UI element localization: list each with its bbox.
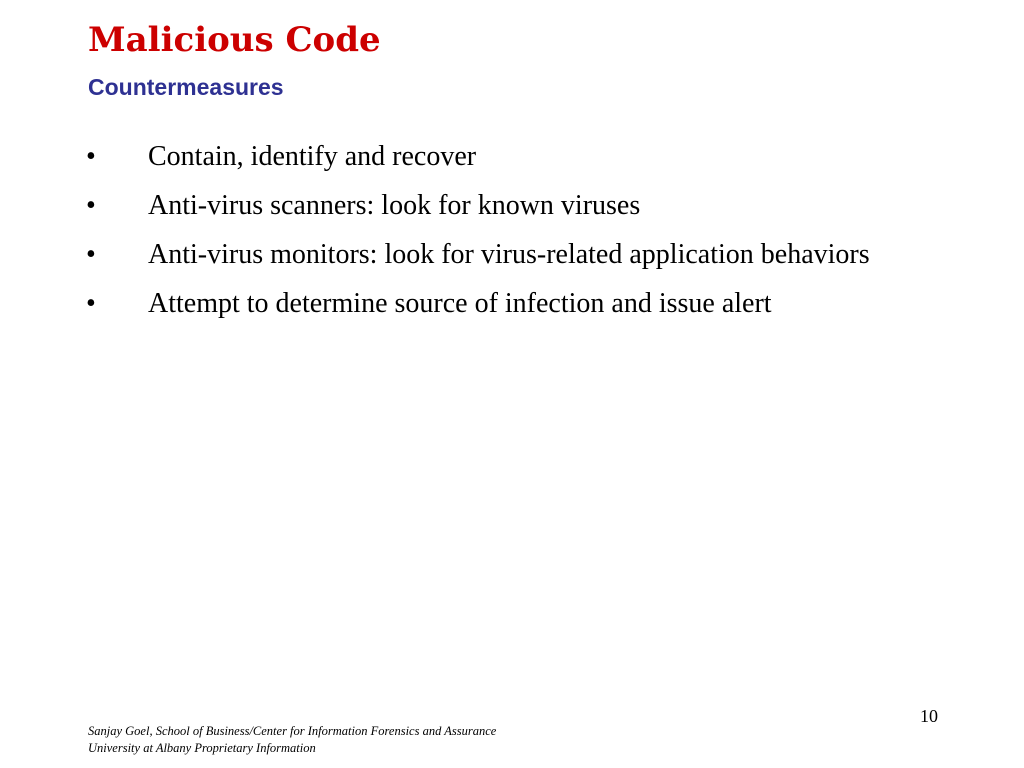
- bullet-list: [86, 136, 926, 332]
- bullet-icon: •: [86, 288, 96, 319]
- bullet-item: [86, 283, 926, 324]
- page-number: 10: [920, 706, 938, 726]
- footer: [88, 723, 496, 757]
- bullet-text: Contain, identify and recover: [148, 141, 477, 172]
- slide-subtitle: Countermeasures: [88, 74, 284, 100]
- bullet-text: Attempt to determine source of infection and issue alert: [148, 288, 772, 319]
- bullet-icon: •: [86, 141, 96, 172]
- bullet-item: [86, 185, 926, 226]
- bullet-icon: •: [86, 239, 96, 270]
- footer-line-proprietary: University at Albany Proprietary Information: [88, 741, 316, 755]
- footer-line-author: Sanjay Goel, School of Business/Center for Information Forensics and Assurance: [88, 724, 497, 738]
- bullet-item: [86, 234, 926, 275]
- bullet-text: Anti-virus scanners: look for known viruses: [148, 190, 641, 221]
- bullet-item: [86, 136, 926, 177]
- slide-title: Malicious Code: [88, 20, 381, 60]
- bullet-icon: •: [86, 190, 96, 221]
- bullet-text: Anti-virus monitors: look for virus-related application behaviors: [148, 239, 870, 270]
